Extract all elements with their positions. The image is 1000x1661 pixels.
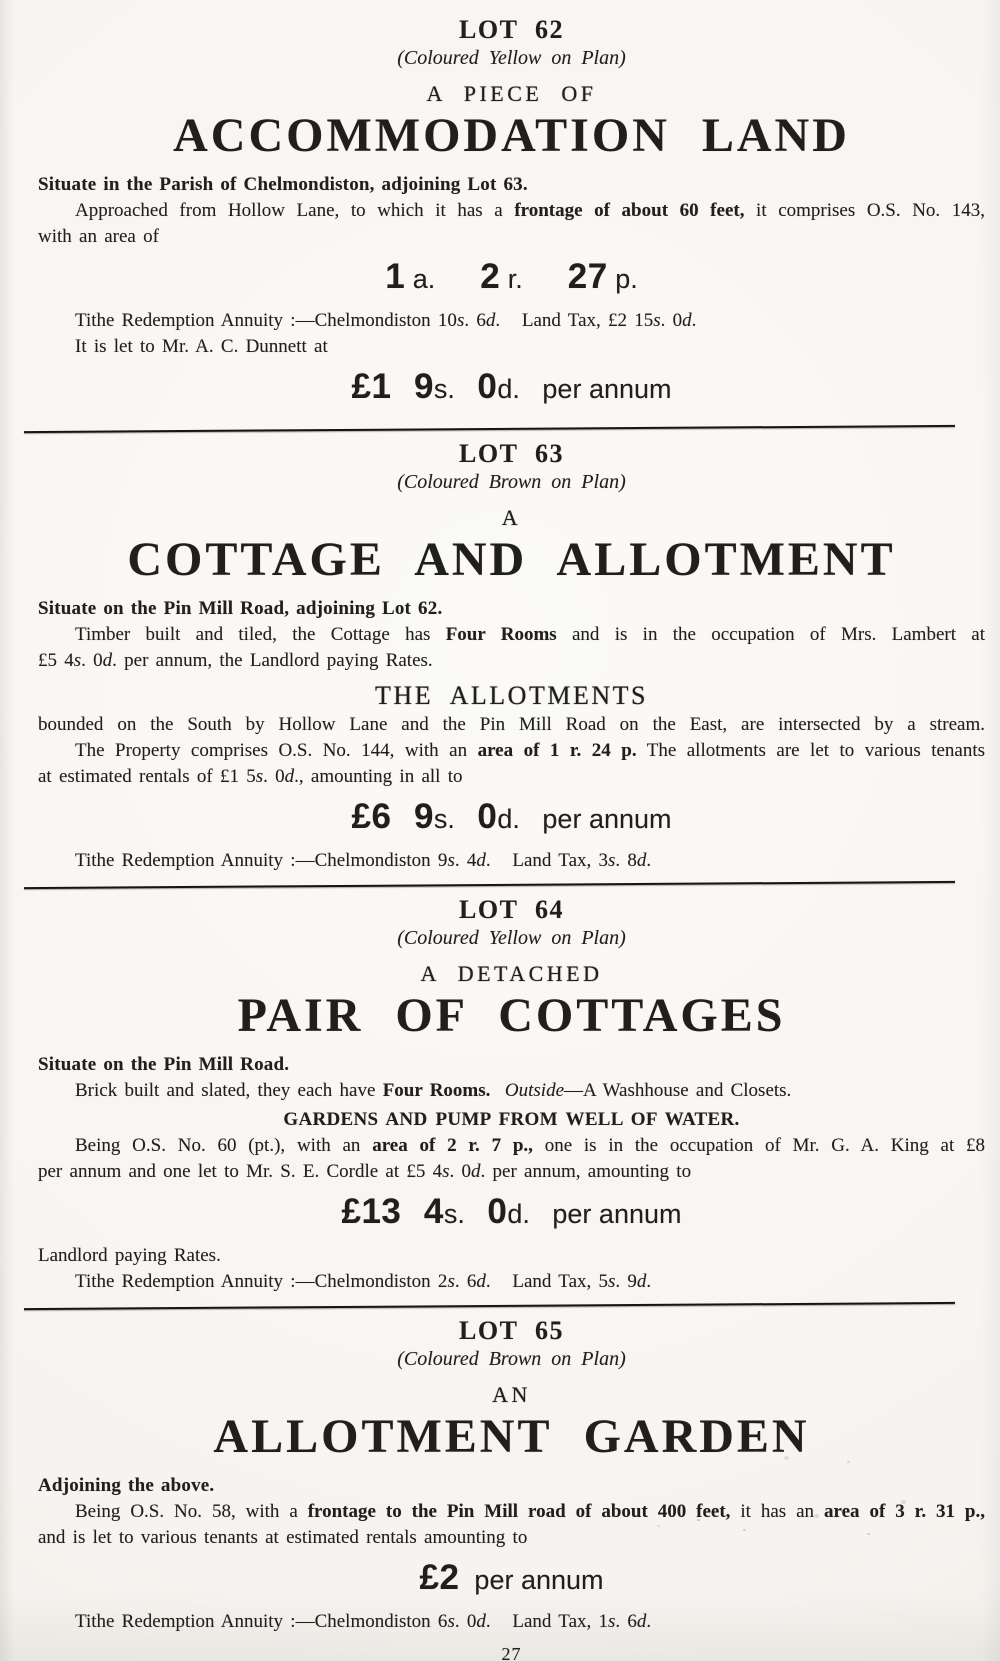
text-segment: The allotments are let to various tenants — [636, 740, 986, 761]
text-segment: per annum and one let to Mr. S. E. Cordle at £5 4 — [38, 1161, 443, 1182]
area-display-lot-62 — [38, 255, 985, 306]
lot-kicker-lot-65: AN — [492, 1382, 531, 1407]
situation-lead-lot-63: Situate on the Pin Mill Road, adjoining Lot 62. — [38, 598, 443, 619]
text-segment: 4 — [423, 1192, 444, 1231]
text-segment: Timber built and tiled, the Cottage has — [75, 624, 446, 645]
text-segment: The Property comprises O.S. No. 144, with an — [75, 740, 478, 761]
text-segment: d — [476, 850, 486, 871]
lot-63-section — [38, 440, 985, 872]
text-segment: it has an — [730, 1501, 824, 1522]
lot-64-section — [38, 896, 985, 1293]
text-segment: . 0 — [449, 1161, 472, 1182]
text-segment: s. — [443, 1199, 488, 1229]
lot-kicker-lot-62: A PIECE OF — [426, 81, 597, 106]
lot-65-section — [38, 1317, 985, 1633]
text-segment: 2 — [480, 257, 501, 296]
page-number: 27 — [501, 1644, 522, 1661]
text-segment: 9 — [413, 797, 434, 836]
text-segment: s — [73, 650, 82, 671]
text-segment: £6 — [351, 797, 392, 836]
text-segment: s — [255, 766, 264, 787]
tithe-line-lot-62 — [38, 310, 985, 332]
text-segment: s — [608, 1611, 616, 1632]
scan-speckles-artifact — [697, 1519, 700, 1521]
text-segment: £2 — [419, 1558, 460, 1597]
text-segment: . — [691, 310, 697, 331]
text-segment: Tithe Redemption Annuity :—Chelmondiston 6 — [75, 1611, 448, 1632]
text-segment: . per annum, amounting to — [480, 1161, 692, 1182]
text-segment: 0 — [487, 1192, 508, 1231]
situation-lead-lot-62: Situate in the Parish of Chelmondiston, adjoining Lot 63. — [38, 174, 528, 195]
text-segment: d — [485, 310, 496, 331]
situation-lead-lot-65: Adjoining the above. — [38, 1475, 215, 1496]
lot-kicker-lot-63: A — [501, 505, 522, 530]
body-line-lot-64 — [38, 1245, 985, 1267]
text-segment: 1 — [385, 257, 406, 296]
text-segment: frontage of about 60 feet, — [514, 200, 745, 221]
text-segment: It is let to Mr. A. C. Dunnett at — [75, 336, 328, 357]
text-segment: d — [682, 310, 692, 331]
text-segment: . 6 — [615, 1611, 637, 1632]
body-line-lot-63 — [38, 766, 985, 788]
lot-headline-lot-62: ACCOMMODATION LAND — [173, 109, 850, 162]
text-segment: . 4 — [454, 850, 477, 871]
text-segment: . 6 — [464, 310, 486, 331]
text-segment: d. per annum — [497, 804, 672, 834]
text-segment: at estimated rentals of £1 5 — [38, 766, 256, 787]
text-segment: . 0 — [81, 650, 103, 671]
text-segment: . 6 — [454, 1271, 477, 1292]
lot-headline-lot-63: COTTAGE AND ALLOTMENT — [127, 533, 896, 586]
text-segment: d — [102, 650, 113, 671]
text-segment: d. per annum — [507, 1199, 682, 1229]
text-segment: and is let to various tenants at estimated rentals amounting to — [38, 1527, 528, 1548]
body-line-lot-62 — [38, 200, 985, 222]
text-segment: Outside — [504, 1080, 565, 1101]
text-segment: with an area of — [38, 226, 159, 247]
text-segment: d — [284, 766, 295, 787]
body-line-lot-65 — [38, 1527, 985, 1549]
text-segment: frontage to the Pin Mill road of about 400 feet, — [307, 1501, 731, 1522]
text-segment: 0 — [477, 367, 498, 406]
body-line-lot-63 — [38, 650, 985, 672]
text-segment — [391, 804, 414, 834]
body-line-lot-65 — [38, 1501, 985, 1523]
text-segment: s — [608, 1271, 616, 1292]
text-segment: d — [636, 1611, 647, 1632]
text-segment: . 0 — [454, 1611, 477, 1632]
text-segment: . 9 — [615, 1271, 637, 1292]
text-segment: s — [447, 1271, 455, 1292]
text-segment: . Land Tax, 3 — [485, 850, 609, 871]
text-segment: s — [608, 850, 616, 871]
plan-colour-note-lot-62: (Coloured Yellow on Plan) — [397, 47, 626, 69]
section-divider — [24, 425, 955, 433]
text-segment: a. — [405, 264, 481, 294]
text-segment: . — [646, 850, 652, 871]
text-segment: and is in the occupation of Mrs. Lambert at — [556, 624, 985, 645]
plan-colour-note-lot-65: (Coloured Brown on Plan) — [397, 1348, 626, 1370]
features-subhead-lot-64: GARDENS AND PUMP FROM WELL OF WATER. — [283, 1109, 740, 1130]
text-segment: p. — [607, 264, 638, 294]
text-segment — [490, 1080, 505, 1101]
text-segment: . — [646, 1271, 652, 1292]
lot-headline-lot-65: ALLOTMENT GARDEN — [213, 1410, 810, 1463]
rent-display-lot-65 — [38, 1556, 985, 1607]
text-segment: area of 3 r. 31 p., — [823, 1501, 985, 1522]
text-segment: d — [636, 1271, 647, 1292]
lot-headline-lot-64: PAIR OF COTTAGES — [237, 989, 786, 1042]
text-segment: £1 — [351, 367, 392, 406]
section-divider — [24, 881, 955, 889]
tithe-line-lot-63 — [38, 850, 985, 872]
text-segment: d — [476, 1271, 486, 1292]
lot-kicker-lot-64: A DETACHED — [420, 961, 603, 986]
text-segment: . 0 — [263, 766, 285, 787]
situation-lead-lot-64: Situate on the Pin Mill Road. — [38, 1054, 290, 1075]
body-line-lot-63 — [38, 714, 985, 736]
text-segment: s. — [433, 374, 478, 404]
text-segment: bounded on the South by Hollow Lane and the Pin Mill Road on the East, are intersected by a stream. — [38, 714, 985, 735]
text-segment: 27 — [567, 257, 608, 296]
text-segment: £13 — [341, 1192, 402, 1231]
body-line-lot-64 — [38, 1135, 985, 1157]
text-segment: s. — [433, 804, 478, 834]
text-segment: Tithe Redemption Annuity :—Chelmondiston 2 — [75, 1271, 448, 1292]
text-segment: s — [447, 850, 455, 871]
text-segment: area of 1 r. 24 p. — [477, 740, 637, 761]
body-line-lot-62 — [38, 226, 985, 248]
text-segment: d. per annum — [497, 374, 672, 404]
text-segment: ., amounting in all to — [294, 766, 463, 787]
plan-colour-note-lot-64: (Coloured Yellow on Plan) — [397, 927, 626, 949]
text-segment: Brick built and slated, they each have — [75, 1080, 383, 1101]
text-segment: s — [447, 1611, 455, 1632]
body-line-lot-63 — [38, 624, 985, 646]
text-segment: . — [646, 1611, 652, 1632]
section-divider — [24, 1302, 955, 1310]
text-segment: —A Washhouse and Closets. — [564, 1080, 792, 1101]
body-line-lot-64 — [38, 1161, 985, 1183]
section-subhead-lot-63: THE ALLOTMENTS — [375, 681, 648, 710]
rent-display-lot-64 — [38, 1190, 985, 1241]
text-segment: . 8 — [615, 850, 637, 871]
text-segment: . Land Tax, £2 15 — [495, 310, 654, 331]
text-segment: r. — [500, 264, 568, 294]
text-segment: . per annum, the Landlord paying Rates. — [112, 650, 433, 671]
text-segment: . Land Tax, 5 — [485, 1271, 609, 1292]
text-segment: Four Rooms — [445, 624, 557, 645]
tithe-line-lot-64 — [38, 1271, 985, 1293]
text-segment: Approached from Hollow Lane, to which it has a — [75, 200, 515, 221]
text-segment: Landlord paying Rates. — [38, 1245, 221, 1266]
text-segment: per annum — [459, 1565, 604, 1595]
lot-62-section — [38, 16, 985, 416]
text-segment: Four Rooms. — [382, 1080, 491, 1101]
let-line-lot-62 — [38, 336, 985, 358]
text-segment: Tithe Redemption Annuity :—Chelmondiston 9 — [75, 850, 448, 871]
text-segment: s — [442, 1161, 450, 1182]
text-segment: Being O.S. No. 58, with a — [75, 1501, 308, 1522]
text-segment: d — [471, 1161, 481, 1182]
tithe-line-lot-65 — [38, 1611, 985, 1633]
text-segment — [401, 1199, 424, 1229]
text-segment: s — [456, 310, 465, 331]
rent-display-lot-63 — [38, 795, 985, 846]
lot-number-heading-lot-64: LOT 64 — [459, 895, 564, 924]
text-segment: d — [476, 1611, 486, 1632]
plan-colour-note-lot-63: (Coloured Brown on Plan) — [397, 471, 626, 493]
text-segment: s — [653, 310, 661, 331]
lots-container — [38, 16, 985, 1633]
text-segment: Tithe Redemption Annuity :—Chelmondiston 10 — [75, 310, 457, 331]
body-line-lot-64 — [38, 1080, 985, 1102]
text-segment: . 0 — [660, 310, 683, 331]
text-segment: it comprises O.S. No. 143, — [744, 200, 986, 221]
text-segment: Being O.S. No. 60 (pt.), with an — [75, 1135, 373, 1156]
text-segment: 0 — [477, 797, 498, 836]
text-segment: area of 2 r. 7 p., — [372, 1135, 533, 1156]
text-segment: one is in the occupation of Mr. G. A. King at £8 — [532, 1135, 985, 1156]
text-segment: . Land Tax, 1 — [485, 1611, 609, 1632]
text-segment — [391, 374, 414, 404]
rent-display-lot-62 — [38, 365, 985, 416]
text-segment: 9 — [413, 367, 434, 406]
text-segment: £5 4 — [38, 650, 74, 671]
body-line-lot-63 — [38, 740, 985, 762]
lot-number-heading-lot-65: LOT 65 — [459, 1316, 564, 1345]
lot-number-heading-lot-62: LOT 62 — [459, 15, 564, 44]
text-segment: d — [636, 850, 647, 871]
lot-number-heading-lot-63: LOT 63 — [459, 439, 564, 468]
